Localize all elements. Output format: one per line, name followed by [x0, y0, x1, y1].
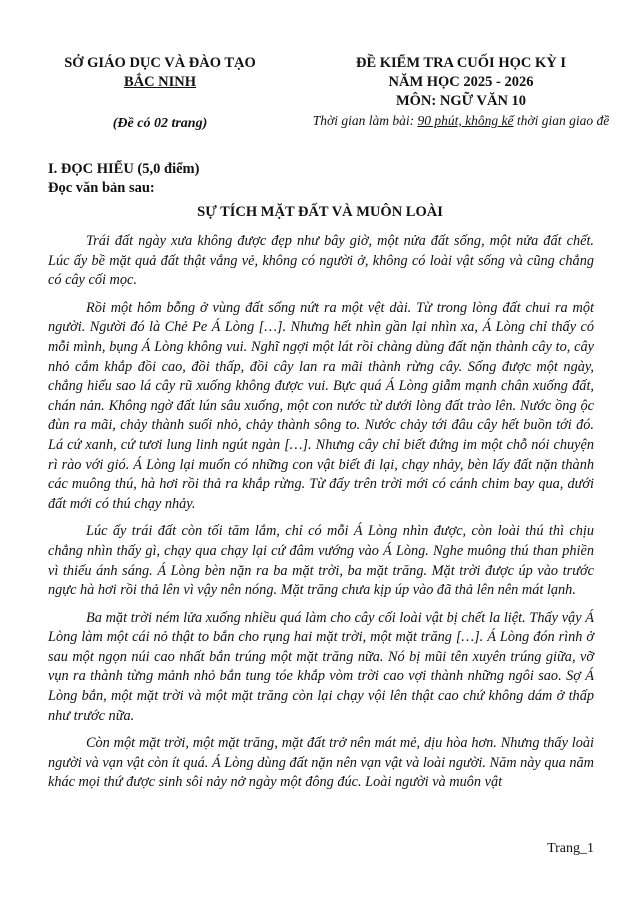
department-name: SỞ GIÁO DỤC VÀ ĐÀO TẠO	[64, 55, 256, 71]
story-paragraph: Lúc ấy trái đất còn tối tăm lắm, chỉ có mỗi Á Lòng nhìn được, còn loài thú thì chịu chẳng nhìn thấy gì, chạy qua chạy lại cứ đâm vướng vào Á Lòng. Nghe muông thú than phiền vì thiếu ánh sáng. Á Lòng bèn nặn ra ba mặt trời, ba mặt trăng. Mặt trời được úp vào trước ngực hà hơi rồi thả lên vì vậy nên nóng. Mặt trăng chưa kịp úp vào đã thả lên nên mát lạnh.	[48, 523, 594, 599]
time-allowed	[282, 111, 640, 130]
story-text	[48, 232, 594, 801]
exam-info-block	[282, 54, 640, 130]
story-paragraph: Rồi một hôm bỗng ở vùng đất sống nứt ra một vệt dài. Từ trong lòng đất chui ra một người. Người đó là Chẻ Pe Á Lòng […]. Nhưng hết nhìn gần lại nhìn xa, Á Lòng chỉ thấy có mỗi mình, bụng Á Lòng không vui. Nghĩ ngợi một lát rồi chàng dùng đất nặn thành cây to, cây nhỏ cắm khắp đồi cao, đồi thấp, đồi cây lan ra mãi thành rừng cây. Sống được một ngày, chẳng hiểu sao lá cây rũ xuống không được vui. Bực quá Á Lòng giẫm mạnh chân xuống đất, chán nản. Không ngờ đất lún sâu xuống, một con nước từ dưới lòng đất trào lên. Nước ồng ộc đùn ra mãi, chảy thành suối nhỏ, chảy thành sông to. Nước chảy tới đâu cây hết buồn tới đó. Lá cứ xanh, cứ tươi lung linh ngút ngàn […]. Nhưng cây chỉ biết đứng im một chỗ nói chuyện rì rào với gió. Á Lòng lại muốn có những con vật biết đi lại, chạy nhảy, bèn lấy đất nặn thành các muông thú, hà hơi rồi thả ra khắp rừng. Từ đấy trên trời mới có cánh chim bay qua, dưới đất mới có thú chạy nhảy.	[48, 299, 594, 512]
time-duration: 90 phút, không kể	[417, 113, 514, 128]
exam-title: ĐỀ KIỂM TRA CUỐI HỌC KỲ I	[355, 55, 566, 71]
story-paragraph: Ba mặt trời ném lửa xuống nhiều quá làm cho cây cối loài vật bị chết la liệt. Thấy vậy Á Lòng làm một cái nỏ thật to bắn cho rụng hai mặt trời, một mặt trăng […]. Á Lòng đón rình ở sau một ngọn núi cao nhất bắn trúng một mặt trăng nữa. Nó bị mũi tên xuyên trúng giữa, vỡ vụn ra thành từng mảnh nhỏ bắn tung tóe khắp vòm trời cao vợi thành những ngôi sao. Sợ Á Lòng bắn, một mặt trời và một mặt trăng còn lại chạy vội lên thật cao chứ không dám ở thấp như trước nữa.	[48, 609, 594, 724]
department-block	[40, 54, 280, 133]
time-suffix: thời gian giao đề	[513, 113, 610, 128]
reading-instruction: Đọc văn bản sau:	[48, 180, 155, 196]
pages-note	[40, 114, 280, 133]
story-paragraph: Còn một mặt trời, một mặt trăng, mặt đất trở nên mát mẻ, dịu hòa hơn. Nhưng thấy loài người và vạn vật còn ít quá. Á Lòng dùng đất nặn nên vạn vật và loài người. Năm này qua năm khác mọi thứ được sinh sôi nảy nở ngày một đông đúc. Loài người và muôn vật	[48, 735, 594, 791]
school-year: NĂM HỌC 2025 - 2026	[388, 74, 534, 90]
story-paragraph: Trái đất ngày xưa không được đẹp như bây giờ, một nửa đất sống, một nửa đất chết. Lúc ấy bề mặt quả đất thật vắng vẻ, không có người ở, không có loài vật sống và cũng chẳng có cây cối mọc.	[48, 233, 594, 289]
pages-note-text: (Đề có 02 trang)	[112, 116, 208, 131]
story-title: SỰ TÍCH MẶT ĐẤT VÀ MUÔN LOÀI	[197, 204, 443, 220]
time-prefix: Thời gian làm bài:	[312, 113, 418, 128]
page-number: Trang_1	[547, 841, 594, 856]
section-block	[48, 160, 199, 198]
province-name: BẮC NINH	[123, 74, 197, 90]
subject: MÔN: NGỮ VĂN 10	[395, 93, 527, 109]
section-heading: I. ĐỌC HIỂU (5,0 điểm)	[48, 161, 200, 177]
